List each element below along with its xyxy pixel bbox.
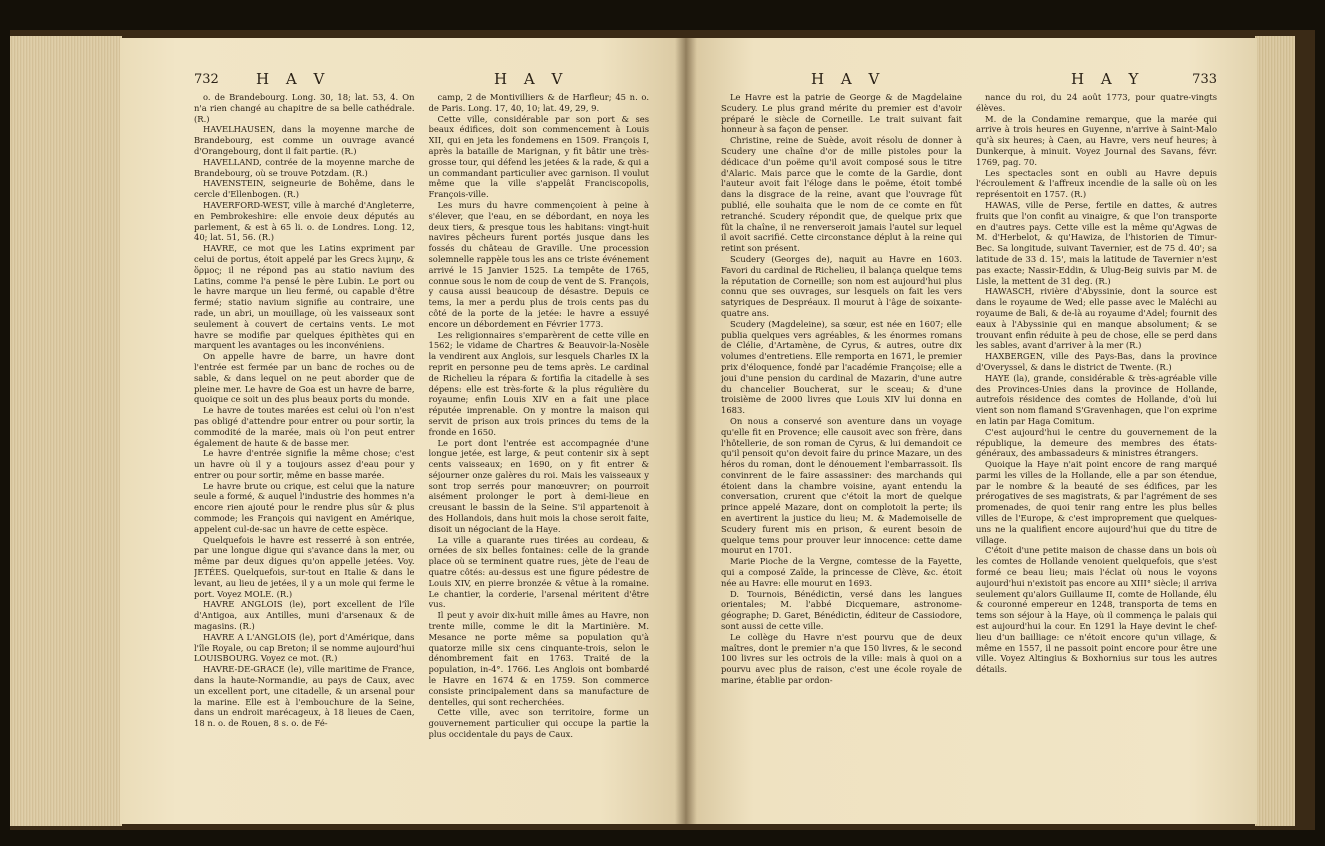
paragraph: Christine, reine de Suède, avoit résolu de donner à Scudery une chaîne d'or de mille pistoles pour la dédicace d'un poëme qu'il avoit composé sous le titre d'Alaric. Mais parce que le comte de la Gardie, dont l'auteur avoit fait l'éloge dans le poëme, étoit tombé dans la disgrace de la reine, avant que l'ouvrage fût publié, elle souhaita que le nom de ce comte en fût retranché. Scudery répondit que, de quelque prix que fût la chaîne, il ne renverseroit jamais l'autel sur lequel il avoit sacrifié. Cette circonstance déplut à la reine qui retint son présent. (721, 135, 962, 254)
paragraph: HAWAS, ville de Perse, fertile en dattes, & autres fruits que l'on confit au vinaigre, & que l'on transporte en d'autres pays. Cette ville est la même qu'Agwas de M. d'Herbelot, & qu'Hawiza, de l'historien de Timur-Bec. Sa longitude, suivant Tavernier, est de 75 d. 40'; sa latitude de 33 d. 15', mais la latitude de Tavernier n'est pas exacte; Nassir-Eddin, & Ulug-Beig suivis par M. de Lisle, la mettent de 31 deg. (R.) (976, 199, 1217, 286)
paragraph: Marie Pioche de la Vergne, comtesse de la Fayette, qui a composé Zaïde, la princesse de Clève, &c. étoit née au Havre: elle mourut en 1693. (721, 556, 962, 588)
paragraph: Le havre de toutes marées est celui où l'on n'est pas obligé d'attendre pour entrer ou pour sortir, la commodité de la marée, mais où l'on peut entrer également de haute & de basse mer. (194, 405, 415, 448)
page-number: 733 (1192, 72, 1217, 87)
paragraph: HAVELLAND, contrée de la moyenne marche de Brandebourg, où se trouve Potzdam. (R.) (194, 156, 415, 178)
paragraph: HAVRE ANGLOIS (le), port excellent de l'île d'Antigoa, aux Antilles, muni d'arsenaux & de magasins. (R.) (194, 599, 415, 632)
paragraph: C'étoit d'une petite maison de chasse dans un bois où les comtes de Hollande venoient quelquefois, que s'est formé ce beau lieu; mais l'éclat où nous le voyons aujourd'hui n'existoit pas encore au XIII° siècle; il arriva seulement qu'alors Guillaume II, comte de Hollande, élu & couronné empereur en 1248, transporta de tems en tems son séjour à la Haye, où il commença le palais qui est aujourd'hui la cour. En 1291 la Haye devint le chef-lieu d'un bailliage: ce n'étoit encore qu'un village, & même en 1557, il ne passoit point encore pour être une ville. Voyez Altingius & Boxhornius sur tous les autres détails. (976, 545, 1217, 675)
paragraph: Il peut y avoir dix-huit mille âmes au Havre, non trente mille, comme le dit la Martinière. M. Mesance ne porte même sa population qu'à quatorze mille six cens cinquante-trois, selon le dénombrement fait en 1763. Traité de la population, in-4°. 1766. Les Anglois ont bombardé le Havre en 1674 & en 1759. Son commerce consiste principalement dans sa manufacture de dentelles, qui sont recherchées. (428, 610, 649, 707)
right-page (685, 38, 1257, 824)
text-column (721, 92, 962, 816)
paragraph: Cette ville, avec son territoire, forme un gouvernement particulier qui occupe la partie la plus occidentale du pays de Caux. (428, 707, 649, 740)
paragraph: Scudery (Georges de), naquit au Havre en 1603. Favori du cardinal de Richelieu, il balança quelque tems la réputation de Corneille; son nom est aujourd'hui plus connu que ses ouvrages, sur lesquels on fait les vers satyriques de Despréaux. Il mourut à l'âge de soixante-quatre ans. (721, 253, 962, 318)
paragraph: HAYE (la), grande, considérable & très-agréable ville des Provinces-Unies dans la province de Hollande, autrefois résidence des comtes de Hollande, d'où lui vient son nom flamand S'Gravenhagen, que l'on exprime en latin par Haga Comitum. (976, 372, 1217, 426)
paragraph: Quoique la Haye n'ait point encore de rang marqué parmi les villes de la Hollande, elle a par son étendue, par le nombre & la beauté de ses édifices, par les prérogatives de ses magistrats, & par l'agrément de ses promenades, de quoi tenir rang entre les plus belles villes de l'Europe, & c'est improprement que quelques-uns ne la qualifient encore aujourd'hui que du titre de village. (976, 459, 1217, 545)
left-page-edges (10, 36, 122, 826)
paragraph: HAVRE-DE-GRACE (le), ville maritime de France, dans la haute-Normandie, au pays de Caux, avec un excellent port, une citadelle, & un arsenal pour la marine. Elle est à l'embouchure de la Seine, dans un endroit marécageux, à 18 lieues de Caen, 18 n. o. de Rouen, 8 s. o. de Fé- (194, 664, 415, 729)
left-page (120, 38, 685, 824)
running-head (194, 72, 649, 90)
column-head: H A V (811, 70, 886, 88)
paragraph: HAWASCH, rivière d'Abyssinie, dont la source est dans le royaume de Wed; elle passe avec le Maléchi au royaume de Bali, & de-là au royaume d'Adel; fournit des eaux à l'Abyssinie qui en manque absolument; & se trouvant enfin réduite à peu de chose, elle se perd dans les sables, avant d'arriver à la mer (R.) (976, 286, 1217, 351)
paragraph: nance du roi, du 24 août 1773, pour quatre-vingts élèves. (976, 92, 1217, 113)
right-page-edges (1255, 36, 1295, 826)
text-column (194, 92, 415, 816)
column-head: H A V (256, 70, 331, 88)
paragraph: C'est aujourd'hui le centre du gouvernement de la république, la demeure des membres des états-généraux, des ambassadeurs & ministres étrangers. (976, 426, 1217, 459)
paragraph: M. de la Condamine remarque, que la marée qui arrive à trois heures en Guyenne, n'arrive à Saint-Malo qu'à six heures; à Caen, au Havre, vers neuf heures; à Dunkerque, à minuit. Voyez Journal des Savans, févr. 1769, pag. 70. (976, 113, 1217, 167)
paragraph: La ville a quarante rues tirées au cordeau, & ornées de six belles fontaines: celle de la grande place où se terminent quatre rues, jète de l'eau de quatre côtés: au-dessus est une figure pédestre de Louis XIV, en pierre bronzée & vêtue à la romaine. Le chantier, la corderie, l'arsenal méritent d'être vus. (428, 534, 649, 610)
paragraph: Les spectacles sont en oubli au Havre depuis l'écroulement & l'affreux incendie de la salle où on les représentoit en 1757. (R.) (976, 167, 1217, 200)
column-head: H A Y (1071, 70, 1145, 88)
paragraph: HAVRE, ce mot que les Latins expriment par celui de portus, étoit appelé par les Grecs λιμην, & ὅρμος; il ne répond pas au statio navium des Latins, comme l'a pensé le père Lubin. Le port ou le havre marque un lieu fermé, ou capable d'être fermé; statio navium signifie au contraire, une rade, un abri, un mouillage, où les vaisseaux sont seulement à couvert de certains vents. Le mot havre se modifie par quelques épithètes qui en marquent les avantages ou les inconvéniens. (194, 243, 415, 351)
paragraph: Les murs du havre commençoient à peine à s'élever, que l'eau, en se débordant, en noya les deux tiers, & presque tous les habitans: vingt-huit navires pêcheurs furent portés jusque dans les fossés du château de Graville. Une procession solemnelle rappèle tous les ans ce triste événement arrivé le 15 Janvier 1525. La tempête de 1765, connue sous le nom de coup de vent de S. François, y causa aussi beaucoup de désastre. Depuis ce tems, la mer a perdu plus de trois cents pas du côté de la porte de la jetée: le havre a essuyé encore un débordement en Février 1773. (428, 199, 649, 329)
paragraph: HAVELHAUSEN, dans la moyenne marche de Brandebourg, est comme un ouvrage avancé d'Orangebourg, dont il fait partie. (R.) (194, 124, 415, 156)
paragraph: On appelle havre de barre, un havre dont l'entrée est fermée par un banc de roches ou de sable, & dans lequel on ne peut aborder que de pleine mer. Le havre de Goa est un havre de barre, quoique ce soit un des plus beaux ports du monde. (194, 351, 415, 405)
paragraph: o. de Brandebourg. Long. 30, 18; lat. 53, 4. On n'a rien changé au chapitre de sa belle cathédrale. (R.) (194, 92, 415, 124)
paragraph: Le havre d'entrée signifie la même chose; c'est un havre où il y a toujours assez d'eau pour y entrer ou pour sortir, même en basse marée. (194, 448, 415, 480)
column-head: H A V (494, 70, 569, 88)
paragraph: On nous a conservé son aventure dans un voyage qu'elle fit en Provence; elle causoit avec son frère, dans l'hôtellerie, de son roman de Cyrus, & lui demandoit ce qu'il pensoit qu'on devoit faire du prince Mazare, un des héros du roman, dont le dénouement l'embarrassoit. Ils convinrent de le faire assassiner: des marchands qui étoient dans la chambre voisine, ayant entendu la conversation, crurent que c'étoit la mort de quelque prince appelé Mazare, dont on complotoit la perte; ils en avertirent la justice du lieu; M. & Mademoiselle de Scudery furent mis en prison, & eurent besoin de quelque tems pour prouver leur innocence: cette dame mourut en 1701. (721, 415, 962, 556)
paragraph: Quelquefois le havre est resserré à son entrée, par une longue digue qui s'avance dans la mer, ou même par deux digues qu'on appelle jetées. Voy. JETÉES. Quelquefois, sur-tout en Italie & dans le levant, au lieu de jetées, il y a un mole qui ferme le port. Voyez MOLE. (R.) (194, 534, 415, 599)
paragraph: HAXBERGEN, ville des Pays-Bas, dans la province d'Overyssel, & dans le district de Twente. (R.) (976, 351, 1217, 372)
text-column (429, 92, 650, 816)
paragraph: HAVRE A L'ANGLOIS (le), port d'Amérique, dans l'île Royale, ou cap Breton; il se nomme aujourd'hui LOUISBOURG. Voyez ce mot. (R.) (194, 631, 415, 664)
paragraph: Cette ville, considérable par son port & ses beaux édifices, doit son commencement à Louis XII, qui en jeta les fondemens en 1509. François I, après la bataille de Marignan, y fit bâtir une très-grosse tour, qui défend les jetées & la rade, & qui a un commandant particulier avec garnison. Il voulut même que la ville s'appelât Franciscopolis, François-ville. (428, 113, 649, 200)
running-head (721, 72, 1217, 90)
paragraph: HAVERFORD-WEST, ville à marché d'Angleterre, en Pembrokeshire: elle envoie deux députés au parlement, & est à 65 li. o. de Londres. Long. 12, 40; lat. 51, 56. (R.) (194, 199, 415, 243)
paragraph: Les religionnaires s'emparèrent de cette ville en 1562; le vidame de Chartres & Beauvoir-la-Nosèle la vendirent aux Anglois, sur lesquels Charles IX la reprit en personne peu de tems après. Le cardinal de Richelieu la répara & fortifia la citadelle à ses dépens: elle est très-forte & la plus régulière du royaume; enfin Louis XIV en a fait une place réputée imprenable. On y montre la maison qui servit de prison aux trois princes du tems de la fronde en 1650. (428, 329, 649, 437)
paragraph: Le havre brute ou crique, est celui que la nature seule a formé, & auquel l'industrie des hommes n'a encore rien ajouté pour le rendre plus sûr & plus commode; les François qui navigent en Amérique, appelent cul-de-sac un havre de cette espèce. (194, 480, 415, 534)
page-number: 732 (194, 72, 219, 87)
paragraph: camp, 2 de Montivilliers & de Harfleur; 45 n. o. de Paris. Long. 17, 40, 10; lat. 49, 29, 9. (428, 92, 649, 113)
gutter-shadow (675, 38, 697, 824)
paragraph: Le Havre est la patrie de George & de Magdelaine Scudery. Le plus grand mérite du premier est d'avoir préparé le siècle de Corneille. Le trait suivant fait honneur à sa façon de penser. (721, 92, 962, 135)
paragraph: D. Tournois, Bénédictin, versé dans les langues orientales; M. l'abbé Dicquemare, astronome-géographe; D. Garet, Bénédictin, éditeur de Cassiodore, sont aussi de cette ville. (721, 588, 962, 632)
paragraph: HAVENSTEIN, seigneurie de Bohême, dans le cercle d'Ellenbogen. (R.) (194, 178, 415, 200)
text-column (976, 92, 1217, 816)
paragraph: Le collège du Havre n'est pourvu que de deux maîtres, dont le premier n'a que 150 livres, & le second 100 livres sur les octrois de la ville: mais à quoi on a pourvu avec plus de raison, c'est une école royale de marine, établie par ordon- (721, 631, 962, 686)
paragraph: Scudery (Magdeleine), sa sœur, est née en 1607; elle publia quelques vers agréables, & les énormes romans de Clélie, d'Artamène, de Cyrus, & autres, outre dix volumes d'entretiens. Elle remporta en 1671, le premier prix d'éloquence, fondé par l'académie Françoise; elle a joui d'une pension du cardinal de Mazarin, d'une autre du chancelier Boucherat, sur le sceau; & d'une troisième de 2000 livres que Louis XIV lui donna en 1683. (721, 318, 962, 416)
paragraph: Le port dont l'entrée est accompagnée d'une longue jetée, est large, & peut contenir six à sept cents vaisseaux; en 1690, on y fit entrer & séjourner onze galères du roi. Mais les vaisseaux y sont trop serrés pour manœuvrer; on pourroit aisément prolonger le port à demi-lieue en creusant le bassin de la Seine. S'il appartenoit à des Hollandois, dans huit mois la chose seroit faite, disoit un négociant de la Haye. (428, 437, 649, 534)
